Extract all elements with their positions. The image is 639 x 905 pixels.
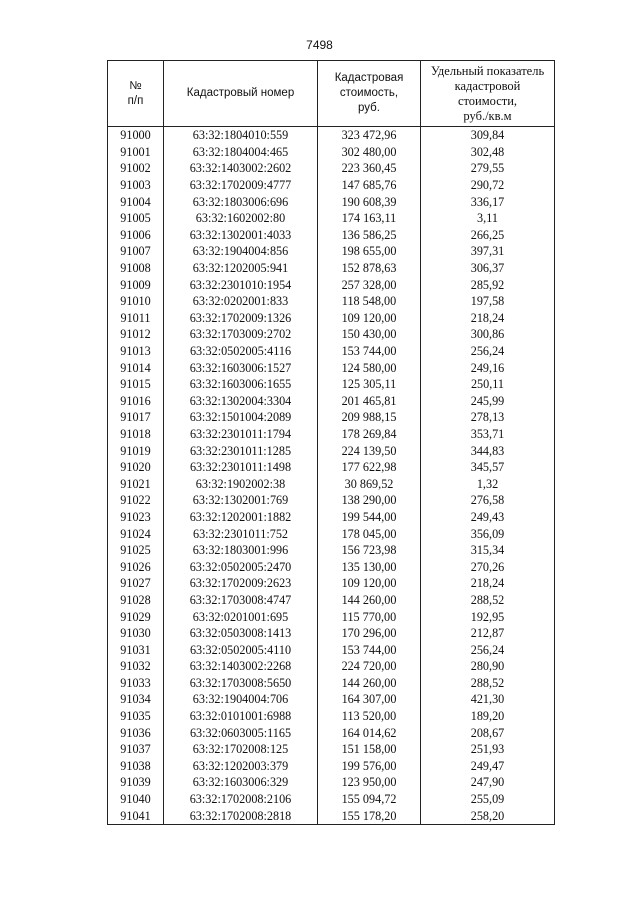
cell-specific-value: 344,83 [421,442,555,459]
cell-cadastral-number: 63:32:1803001:996 [164,542,318,559]
table-row [108,492,555,509]
cadastral-value-table [107,60,555,825]
cell-cadastral-number: 63:32:1501004:2089 [164,409,318,426]
cell-number: 91030 [108,625,164,642]
cell-specific-value: 336,17 [421,193,555,210]
cell-specific-value: 256,24 [421,641,555,658]
header-cadastral-value-line: Кадастровая [334,72,404,84]
cell-cadastral-value: 199 576,00 [318,758,421,775]
cell-number: 91013 [108,343,164,360]
cell-cadastral-value: 136 586,25 [318,227,421,244]
cell-specific-value: 3,11 [421,210,555,227]
cell-specific-value: 285,92 [421,276,555,293]
table-row [108,542,555,559]
cell-cadastral-value: 155 178,20 [318,807,421,824]
cell-number: 91020 [108,459,164,476]
header-specific-value-line: руб./кв.м [463,108,512,123]
table-row [108,708,555,725]
cell-cadastral-value: 177 622,98 [318,459,421,476]
cell-cadastral-number: 63:32:1703009:2702 [164,326,318,343]
header-cadastral-value-line: руб. [358,102,380,114]
cell-cadastral-value: 178 269,84 [318,426,421,443]
cell-specific-value: 218,24 [421,575,555,592]
cell-cadastral-value: 109 120,00 [318,575,421,592]
table-row [108,724,555,741]
cell-specific-value: 288,52 [421,592,555,609]
cell-cadastral-value: 30 869,52 [318,475,421,492]
cell-specific-value: 306,37 [421,260,555,277]
cell-number: 91002 [108,160,164,177]
cell-specific-value: 421,30 [421,691,555,708]
cell-specific-value: 258,20 [421,807,555,824]
cell-specific-value: 300,86 [421,326,555,343]
cell-cadastral-value: 144 260,00 [318,592,421,609]
table-row [108,558,555,575]
cell-cadastral-number: 63:32:2301010:1954 [164,276,318,293]
table-row [108,426,555,443]
header-cadastral-number-label: Кадастровый номер [186,87,295,99]
cell-cadastral-value: 155 094,72 [318,791,421,808]
cell-cadastral-value: 113 520,00 [318,708,421,725]
table-row [108,160,555,177]
cell-number: 91034 [108,691,164,708]
cell-cadastral-value: 302 480,00 [318,144,421,161]
header-cadastral-value [318,61,421,127]
table-row [108,310,555,327]
table-row [108,608,555,625]
cell-cadastral-value: 125 305,11 [318,376,421,393]
table-row [108,359,555,376]
cell-specific-value: 397,31 [421,243,555,260]
cell-cadastral-value: 153 744,00 [318,641,421,658]
cell-cadastral-value: 178 045,00 [318,525,421,542]
cell-number: 91039 [108,774,164,791]
cell-cadastral-number: 63:32:2301011:1285 [164,442,318,459]
cell-cadastral-number: 63:32:1202005:941 [164,260,318,277]
cell-cadastral-value: 124 580,00 [318,359,421,376]
table-row [108,509,555,526]
cell-cadastral-value: 135 130,00 [318,558,421,575]
cell-number: 91014 [108,359,164,376]
header-number [108,61,164,127]
header-specific-value [421,61,555,127]
cell-cadastral-value: 323 472,96 [318,127,421,144]
cell-cadastral-number: 63:32:0502005:2470 [164,558,318,575]
cell-number: 91012 [108,326,164,343]
cell-number: 91022 [108,492,164,509]
cell-cadastral-number: 63:32:1804010:559 [164,127,318,144]
cell-cadastral-number: 63:32:1703008:5650 [164,675,318,692]
cell-specific-value: 256,24 [421,343,555,360]
cell-number: 91033 [108,675,164,692]
header-number-line: п/п [127,94,144,107]
header-cadastral-number [164,61,318,127]
cell-cadastral-number: 63:32:0502005:4116 [164,343,318,360]
cell-number: 91008 [108,260,164,277]
table-row [108,525,555,542]
cell-specific-value: 280,90 [421,658,555,675]
cell-number: 91028 [108,592,164,609]
cell-number: 91032 [108,658,164,675]
cell-specific-value: 288,52 [421,675,555,692]
table-row [108,393,555,410]
table-row [108,675,555,692]
cell-specific-value: 249,43 [421,509,555,526]
cell-cadastral-number: 63:32:1702008:2818 [164,807,318,824]
cell-number: 91000 [108,127,164,144]
cell-cadastral-number: 63:32:1703008:4747 [164,592,318,609]
cell-specific-value: 250,11 [421,376,555,393]
cell-number: 91004 [108,193,164,210]
cell-specific-value: 245,99 [421,393,555,410]
cell-specific-value: 208,67 [421,724,555,741]
cell-cadastral-value: 190 608,39 [318,193,421,210]
cell-cadastral-value: 123 950,00 [318,774,421,791]
cell-specific-value: 249,16 [421,359,555,376]
table-row [108,442,555,459]
table-row [108,758,555,775]
cell-cadastral-value: 223 360,45 [318,160,421,177]
cell-number: 91005 [108,210,164,227]
table-row [108,144,555,161]
table-row [108,243,555,260]
cell-cadastral-value: 144 260,00 [318,675,421,692]
cell-specific-value: 353,71 [421,426,555,443]
cell-cadastral-value: 153 744,00 [318,343,421,360]
cell-specific-value: 189,20 [421,708,555,725]
cell-specific-value: 266,25 [421,227,555,244]
cell-specific-value: 212,87 [421,625,555,642]
cell-cadastral-value: 151 158,00 [318,741,421,758]
cell-cadastral-number: 63:32:0202001:833 [164,293,318,310]
table-row [108,276,555,293]
cell-cadastral-value: 147 685,76 [318,177,421,194]
cell-number: 91036 [108,724,164,741]
table-row [108,293,555,310]
table-row [108,127,555,144]
table-row [108,177,555,194]
cell-number: 91007 [108,243,164,260]
cell-specific-value: 247,90 [421,774,555,791]
table-row [108,791,555,808]
cell-cadastral-number: 63:32:1603006:329 [164,774,318,791]
cell-number: 91017 [108,409,164,426]
table-row [108,658,555,675]
table-row [108,210,555,227]
cell-number: 91006 [108,227,164,244]
table-row [108,343,555,360]
cell-cadastral-number: 63:32:1403002:2268 [164,658,318,675]
cell-specific-value: 192,95 [421,608,555,625]
cell-cadastral-number: 63:32:1202001:1882 [164,509,318,526]
cell-number: 91025 [108,542,164,559]
cell-cadastral-number: 63:32:2301011:1794 [164,426,318,443]
cell-number: 91038 [108,758,164,775]
cell-number: 91003 [108,177,164,194]
cell-number: 91037 [108,741,164,758]
cell-cadastral-value: 199 544,00 [318,509,421,526]
cell-cadastral-value: 115 770,00 [318,608,421,625]
cell-number: 91023 [108,509,164,526]
header-number-line: № [129,79,142,92]
cell-number: 91011 [108,310,164,327]
cell-specific-value: 309,84 [421,127,555,144]
cell-specific-value: 279,55 [421,160,555,177]
cell-cadastral-value: 138 290,00 [318,492,421,509]
cell-number: 91009 [108,276,164,293]
cell-specific-value: 251,93 [421,741,555,758]
header-specific-value-line: Удельный показатель [430,63,545,78]
cell-cadastral-value: 164 014,62 [318,724,421,741]
cell-cadastral-value: 209 988,15 [318,409,421,426]
cell-specific-value: 1,32 [421,475,555,492]
table-body [108,127,555,825]
cell-number: 91031 [108,641,164,658]
cell-number: 91040 [108,791,164,808]
header-specific-value-line: стоимости, [457,93,518,108]
cell-specific-value: 278,13 [421,409,555,426]
cell-number: 91029 [108,608,164,625]
cell-cadastral-value: 174 163,11 [318,210,421,227]
cell-cadastral-value: 150 430,00 [318,326,421,343]
cell-number: 91035 [108,708,164,725]
table-row [108,193,555,210]
cell-number: 91021 [108,475,164,492]
cell-number: 91018 [108,426,164,443]
cell-cadastral-number: 63:32:1804004:465 [164,144,318,161]
cell-cadastral-value: 224 720,00 [318,658,421,675]
table-row [108,260,555,277]
table-row [108,807,555,824]
cell-specific-value: 218,24 [421,310,555,327]
cell-cadastral-number: 63:32:2301011:752 [164,525,318,542]
header-cadastral-value-line: стоимость, [339,87,399,99]
cell-cadastral-number: 63:32:1904004:706 [164,691,318,708]
cell-number: 91019 [108,442,164,459]
cell-cadastral-value: 198 655,00 [318,243,421,260]
table-row [108,592,555,609]
table-header-row [108,61,555,127]
cell-cadastral-number: 63:32:1702009:2623 [164,575,318,592]
cell-number: 91026 [108,558,164,575]
cell-cadastral-number: 63:32:0603005:1165 [164,724,318,741]
cell-cadastral-value: 164 307,00 [318,691,421,708]
cell-specific-value: 276,58 [421,492,555,509]
table-row [108,691,555,708]
cell-cadastral-number: 63:32:1602002:80 [164,210,318,227]
cell-number: 91010 [108,293,164,310]
cell-cadastral-value: 152 878,63 [318,260,421,277]
table-row [108,641,555,658]
table-row [108,774,555,791]
cell-specific-value: 249,47 [421,758,555,775]
table-row [108,575,555,592]
cell-cadastral-number: 63:32:1302001:769 [164,492,318,509]
table-row [108,376,555,393]
cell-cadastral-number: 63:32:2301011:1498 [164,459,318,476]
cell-cadastral-number: 63:32:1904004:856 [164,243,318,260]
table-row [108,227,555,244]
cell-number: 91016 [108,393,164,410]
cell-cadastral-number: 63:32:1202003:379 [164,758,318,775]
cell-specific-value: 315,34 [421,542,555,559]
cell-cadastral-number: 63:32:1302001:4033 [164,227,318,244]
cell-cadastral-value: 257 328,00 [318,276,421,293]
cell-cadastral-value: 109 120,00 [318,310,421,327]
cell-cadastral-value: 118 548,00 [318,293,421,310]
cell-specific-value: 345,57 [421,459,555,476]
table-row [108,625,555,642]
cell-number: 91001 [108,144,164,161]
cell-specific-value: 356,09 [421,525,555,542]
page-number: 7498 [306,38,333,52]
cell-cadastral-number: 63:32:1702009:1326 [164,310,318,327]
table-row [108,475,555,492]
table-row [108,459,555,476]
table-row [108,741,555,758]
cell-cadastral-number: 63:32:1702008:2106 [164,791,318,808]
cell-cadastral-number: 63:32:0101001:6988 [164,708,318,725]
cell-specific-value: 290,72 [421,177,555,194]
table-row [108,409,555,426]
cell-cadastral-value: 201 465,81 [318,393,421,410]
cell-cadastral-value: 224 139,50 [318,442,421,459]
cell-cadastral-number: 63:32:1603006:1655 [164,376,318,393]
cell-cadastral-number: 63:32:1403002:2602 [164,160,318,177]
cell-number: 91024 [108,525,164,542]
cell-specific-value: 270,26 [421,558,555,575]
cell-number: 91015 [108,376,164,393]
cell-specific-value: 302,48 [421,144,555,161]
cell-cadastral-value: 170 296,00 [318,625,421,642]
cell-cadastral-number: 63:32:1603006:1527 [164,359,318,376]
header-specific-value-line: кадастровой [454,78,521,93]
cell-cadastral-number: 63:32:1702009:4777 [164,177,318,194]
cell-specific-value: 197,58 [421,293,555,310]
table-row [108,326,555,343]
cell-cadastral-number: 63:32:1803006:696 [164,193,318,210]
cell-cadastral-number: 63:32:0503008:1413 [164,625,318,642]
cell-cadastral-value: 156 723,98 [318,542,421,559]
cell-cadastral-number: 63:32:1902002:38 [164,475,318,492]
cell-cadastral-number: 63:32:1702008:125 [164,741,318,758]
cell-number: 91027 [108,575,164,592]
cell-cadastral-number: 63:32:0502005:4110 [164,641,318,658]
cell-number: 91041 [108,807,164,824]
cell-cadastral-number: 63:32:1302004:3304 [164,393,318,410]
cell-cadastral-number: 63:32:0201001:695 [164,608,318,625]
cell-specific-value: 255,09 [421,791,555,808]
